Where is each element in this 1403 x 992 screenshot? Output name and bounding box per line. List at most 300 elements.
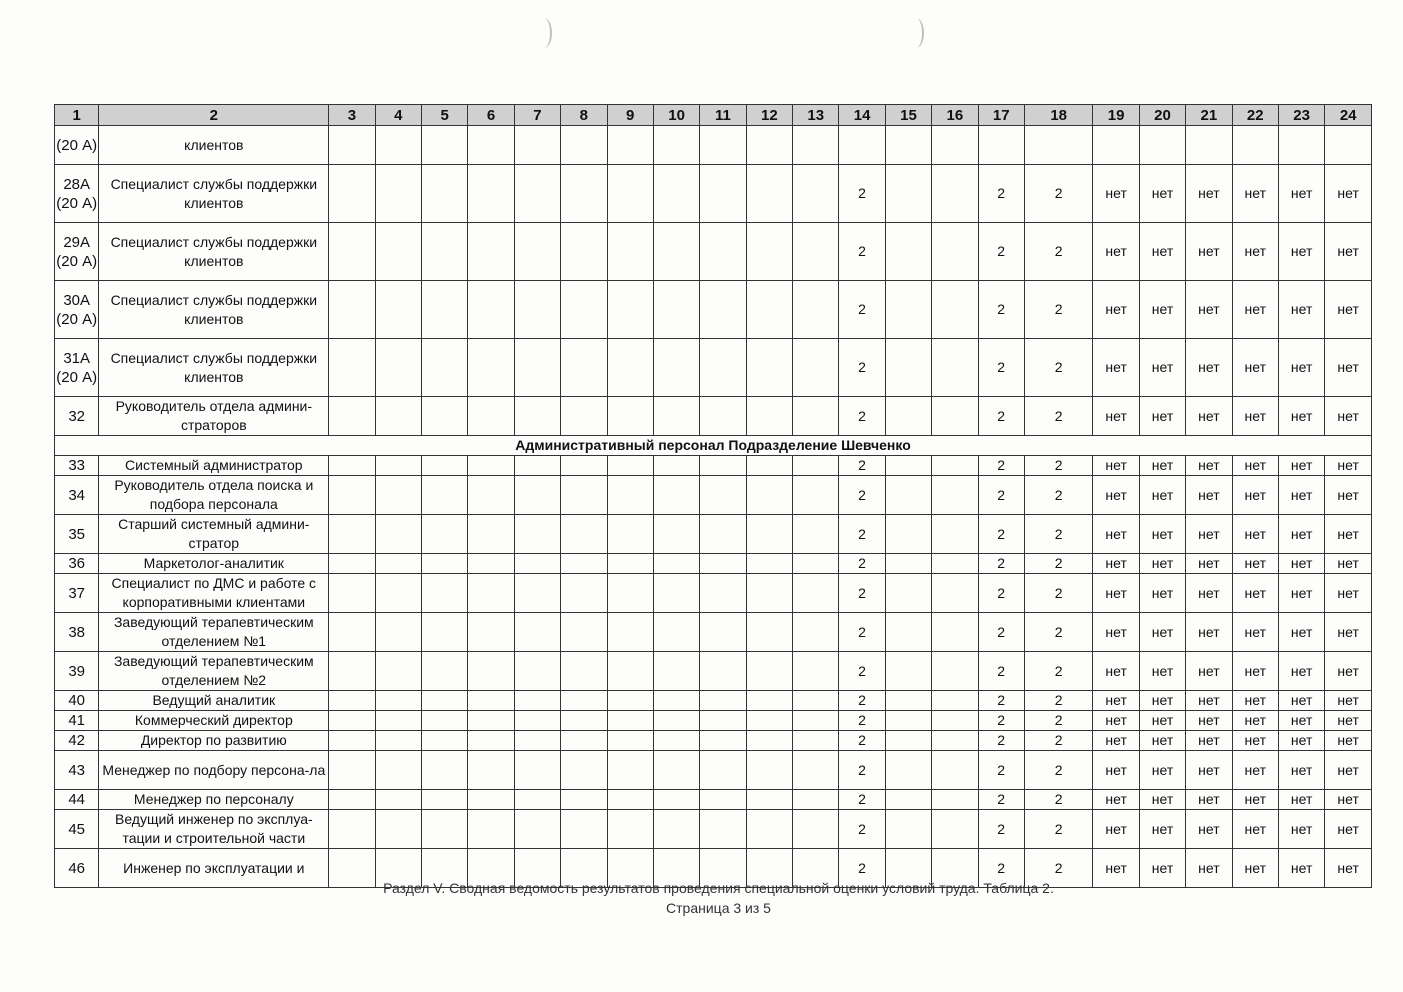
position-name: клиентов [99,126,329,165]
position-name: Менеджер по персоналу [99,790,329,810]
cell-col-10 [653,397,699,436]
cell-col-13 [793,691,839,711]
cell-col-24: нет [1325,456,1372,476]
cell-col-9 [607,281,653,339]
cell-col-9 [607,456,653,476]
cell-col-20: нет [1139,554,1185,574]
cell-col-12 [746,711,792,731]
cell-col-22: нет [1232,574,1278,613]
row-number: (20 А) [55,126,99,165]
cell-col-12 [746,165,792,223]
cell-col-10 [653,554,699,574]
cell-col-12 [746,751,792,790]
cell-col-13 [793,339,839,397]
cell-col-20: нет [1139,849,1185,888]
cell-col-8 [561,574,607,613]
table-row [55,456,1372,476]
cell-col-6 [468,711,514,731]
cell-col-4 [375,476,421,515]
cell-col-9 [607,790,653,810]
column-header-21: 21 [1186,105,1232,126]
table-row [55,810,1372,849]
cell-col-3 [329,751,375,790]
cell-col-4 [375,281,421,339]
cell-col-14: 2 [839,711,885,731]
cell-col-9 [607,711,653,731]
cell-col-14: 2 [839,790,885,810]
cell-col-4 [375,339,421,397]
cell-col-19: нет [1093,731,1139,751]
cell-col-5 [422,613,468,652]
cell-col-17: 2 [978,515,1024,554]
cell-col-16 [932,456,978,476]
cell-col-15 [885,339,931,397]
position-name: Специалист службы поддержки клиентов [99,223,329,281]
table-row [55,126,1372,165]
cell-col-18: 2 [1024,574,1093,613]
position-name: Специалист службы поддержки клиентов [99,339,329,397]
cell-col-19: нет [1093,476,1139,515]
cell-col-13 [793,790,839,810]
cell-col-19: нет [1093,613,1139,652]
position-name: Инженер по эксплуатации и [99,849,329,888]
cell-col-6 [468,554,514,574]
cell-col-11 [700,554,746,574]
cell-col-7 [514,476,560,515]
cell-col-13 [793,165,839,223]
cell-col-12 [746,810,792,849]
cell-col-7 [514,790,560,810]
cell-col-22: нет [1232,515,1278,554]
cell-col-8 [561,456,607,476]
cell-col-22: нет [1232,731,1278,751]
cell-col-19: нет [1093,456,1139,476]
cell-col-11 [700,165,746,223]
cell-col-3 [329,613,375,652]
cell-col-9 [607,554,653,574]
cell-col-24: нет [1325,397,1372,436]
cell-col-13 [793,613,839,652]
cell-col-5 [422,711,468,731]
cell-col-14: 2 [839,810,885,849]
cell-col-16 [932,165,978,223]
column-header-23: 23 [1278,105,1324,126]
cell-col-6 [468,126,514,165]
cell-col-18: 2 [1024,691,1093,711]
cell-col-7 [514,397,560,436]
cell-col-13 [793,515,839,554]
cell-col-11 [700,476,746,515]
cell-col-9 [607,691,653,711]
cell-col-24: нет [1325,515,1372,554]
cell-col-20: нет [1139,613,1185,652]
cell-col-19: нет [1093,849,1139,888]
cell-col-20: нет [1139,165,1185,223]
cell-col-16 [932,281,978,339]
cell-col-11 [700,652,746,691]
cell-col-9 [607,810,653,849]
cell-col-22: нет [1232,223,1278,281]
cell-col-17: 2 [978,223,1024,281]
cell-col-13 [793,554,839,574]
cell-col-24: нет [1325,574,1372,613]
column-header-8: 8 [561,105,607,126]
cell-col-15 [885,652,931,691]
cell-col-21: нет [1186,790,1232,810]
cell-col-23: нет [1278,476,1324,515]
cell-col-7 [514,223,560,281]
cell-col-23: нет [1278,849,1324,888]
cell-col-13 [793,476,839,515]
cell-col-19: нет [1093,554,1139,574]
column-header-20: 20 [1139,105,1185,126]
cell-col-21: нет [1186,810,1232,849]
cell-col-21: нет [1186,515,1232,554]
cell-col-10 [653,751,699,790]
cell-col-23: нет [1278,554,1324,574]
cell-col-10 [653,339,699,397]
cell-col-22: нет [1232,554,1278,574]
cell-col-20 [1139,126,1185,165]
row-number: 31А (20 А) [55,339,99,397]
cell-col-5 [422,731,468,751]
cell-col-7 [514,281,560,339]
cell-col-13 [793,126,839,165]
row-number: 37 [55,574,99,613]
cell-col-22: нет [1232,613,1278,652]
cell-col-6 [468,731,514,751]
cell-col-12 [746,515,792,554]
table-row [55,554,1372,574]
row-number: 43 [55,751,99,790]
cell-col-22: нет [1232,165,1278,223]
cell-col-14: 2 [839,731,885,751]
cell-col-21: нет [1186,731,1232,751]
cell-col-5 [422,397,468,436]
cell-col-18: 2 [1024,652,1093,691]
cell-col-14: 2 [839,574,885,613]
cell-col-13 [793,751,839,790]
cell-col-22: нет [1232,790,1278,810]
cell-col-8 [561,339,607,397]
position-name: Маркетолог-аналитик [99,554,329,574]
cell-col-15 [885,165,931,223]
cell-col-24 [1325,126,1372,165]
cell-col-20: нет [1139,339,1185,397]
cell-col-4 [375,223,421,281]
row-number: 42 [55,731,99,751]
cell-col-4 [375,515,421,554]
cell-col-20: нет [1139,652,1185,691]
cell-col-15 [885,810,931,849]
cell-col-24: нет [1325,165,1372,223]
cell-col-15 [885,281,931,339]
cell-col-11 [700,281,746,339]
cell-col-16 [932,691,978,711]
row-number: 32 [55,397,99,436]
cell-col-20: нет [1139,476,1185,515]
cell-col-17 [978,126,1024,165]
cell-col-24: нет [1325,476,1372,515]
cell-col-4 [375,165,421,223]
cell-col-14: 2 [839,652,885,691]
cell-col-18: 2 [1024,810,1093,849]
cell-col-16 [932,731,978,751]
cell-col-8 [561,790,607,810]
cell-col-9 [607,751,653,790]
cell-col-14: 2 [839,849,885,888]
position-name: Старший системный админи-стратор [99,515,329,554]
row-number: 28А (20 А) [55,165,99,223]
cell-col-23: нет [1278,613,1324,652]
cell-col-11 [700,790,746,810]
cell-col-21: нет [1186,476,1232,515]
cell-col-19: нет [1093,281,1139,339]
cell-col-5 [422,126,468,165]
table-row [55,751,1372,790]
position-name: Системный администратор [99,456,329,476]
cell-col-19: нет [1093,810,1139,849]
cell-col-21: нет [1186,554,1232,574]
cell-col-6 [468,515,514,554]
column-header-7: 7 [514,105,560,126]
cell-col-4 [375,810,421,849]
cell-col-17: 2 [978,849,1024,888]
cell-col-10 [653,515,699,554]
cell-col-6 [468,281,514,339]
cell-col-20: нет [1139,574,1185,613]
cell-col-21: нет [1186,691,1232,711]
cell-col-4 [375,751,421,790]
cell-col-23: нет [1278,339,1324,397]
cell-col-23: нет [1278,515,1324,554]
cell-col-13 [793,281,839,339]
cell-col-10 [653,165,699,223]
column-header-11: 11 [700,105,746,126]
cell-col-4 [375,790,421,810]
table-row [55,731,1372,751]
column-header-10: 10 [653,105,699,126]
cell-col-7 [514,554,560,574]
cell-col-5 [422,751,468,790]
cell-col-21: нет [1186,613,1232,652]
cell-col-23: нет [1278,790,1324,810]
cell-col-3 [329,554,375,574]
cell-col-7 [514,711,560,731]
cell-col-18: 2 [1024,751,1093,790]
column-header-24: 24 [1325,105,1372,126]
cell-col-14: 2 [839,515,885,554]
cell-col-12 [746,476,792,515]
cell-col-20: нет [1139,456,1185,476]
cell-col-12 [746,652,792,691]
cell-col-7 [514,691,560,711]
cell-col-5 [422,810,468,849]
cell-col-5 [422,574,468,613]
cell-col-4 [375,554,421,574]
cell-col-14: 2 [839,397,885,436]
cell-col-15 [885,711,931,731]
table-row [55,165,1372,223]
table-row [55,476,1372,515]
cell-col-15 [885,731,931,751]
cell-col-3 [329,810,375,849]
cell-col-21: нет [1186,849,1232,888]
cell-col-6 [468,397,514,436]
cell-col-11 [700,574,746,613]
cell-col-21: нет [1186,751,1232,790]
cell-col-18: 2 [1024,731,1093,751]
cell-col-20: нет [1139,790,1185,810]
footer-caption: Раздел V. Сводная ведомость результатов проведения специальной оценки условий труда. Таблица 2. [383,880,1054,896]
cell-col-13 [793,810,839,849]
cell-col-10 [653,652,699,691]
cell-col-14: 2 [839,281,885,339]
cell-col-22: нет [1232,751,1278,790]
cell-col-17: 2 [978,456,1024,476]
cell-col-11 [700,731,746,751]
cell-col-19: нет [1093,751,1139,790]
position-name: Заведующий терапевтическим отделением №1 [99,613,329,652]
cell-col-9 [607,339,653,397]
cell-col-9 [607,652,653,691]
cell-col-3 [329,126,375,165]
cell-col-7 [514,652,560,691]
cell-col-9 [607,126,653,165]
cell-col-22: нет [1232,339,1278,397]
cell-col-17: 2 [978,731,1024,751]
cell-col-17: 2 [978,751,1024,790]
cell-col-18: 2 [1024,849,1093,888]
cell-col-23: нет [1278,397,1324,436]
cell-col-8 [561,397,607,436]
cell-col-17: 2 [978,652,1024,691]
cell-col-12 [746,397,792,436]
cell-col-5 [422,476,468,515]
cell-col-5 [422,515,468,554]
cell-col-8 [561,751,607,790]
cell-col-13 [793,223,839,281]
cell-col-14: 2 [839,554,885,574]
position-name: Руководитель отдела админи-страторов [99,397,329,436]
row-number: 41 [55,711,99,731]
cell-col-9 [607,223,653,281]
cell-col-13 [793,652,839,691]
cell-col-19 [1093,126,1139,165]
cell-col-23: нет [1278,574,1324,613]
cell-col-21: нет [1186,456,1232,476]
cell-col-20: нет [1139,515,1185,554]
position-name: Директор по развитию [99,731,329,751]
cell-col-10 [653,691,699,711]
cell-col-21: нет [1186,339,1232,397]
cell-col-22: нет [1232,456,1278,476]
cell-col-6 [468,691,514,711]
cell-col-10 [653,126,699,165]
column-header-13: 13 [793,105,839,126]
column-header-3: 3 [329,105,375,126]
cell-col-10 [653,731,699,751]
column-header-17: 17 [978,105,1024,126]
cell-col-23: нет [1278,751,1324,790]
cell-col-21: нет [1186,711,1232,731]
cell-col-6 [468,456,514,476]
cell-col-6 [468,652,514,691]
column-header-6: 6 [468,105,514,126]
table-row [55,397,1372,436]
column-header-12: 12 [746,105,792,126]
cell-col-16 [932,613,978,652]
cell-col-16 [932,397,978,436]
cell-col-18: 2 [1024,790,1093,810]
cell-col-21: нет [1186,397,1232,436]
cell-col-16 [932,810,978,849]
cell-col-12 [746,554,792,574]
cell-col-24: нет [1325,691,1372,711]
cell-col-16 [932,790,978,810]
cell-col-24: нет [1325,711,1372,731]
column-header-4: 4 [375,105,421,126]
cell-col-18: 2 [1024,711,1093,731]
cell-col-4 [375,652,421,691]
cell-col-21: нет [1186,165,1232,223]
cell-col-3 [329,515,375,554]
page-number: Страница 3 из 5 [666,900,771,916]
cell-col-5 [422,691,468,711]
cell-col-18: 2 [1024,397,1093,436]
cell-col-7 [514,456,560,476]
cell-col-9 [607,613,653,652]
cell-col-4 [375,456,421,476]
cell-col-3 [329,574,375,613]
cell-col-4 [375,731,421,751]
cell-col-16 [932,223,978,281]
cell-col-16 [932,652,978,691]
cell-col-3 [329,790,375,810]
cell-col-15 [885,574,931,613]
cell-col-8 [561,810,607,849]
cell-col-13 [793,731,839,751]
cell-col-16 [932,476,978,515]
cell-col-18: 2 [1024,165,1093,223]
cell-col-24: нет [1325,810,1372,849]
cell-col-18: 2 [1024,476,1093,515]
cell-col-18: 2 [1024,456,1093,476]
column-header-5: 5 [422,105,468,126]
position-name: Ведущий инженер по эксплуа-тации и строительной части [99,810,329,849]
cell-col-7 [514,126,560,165]
cell-col-7 [514,339,560,397]
cell-col-15 [885,397,931,436]
cell-col-15 [885,515,931,554]
cell-col-8 [561,281,607,339]
cell-col-9 [607,165,653,223]
cell-col-7 [514,574,560,613]
cell-col-21: нет [1186,574,1232,613]
cell-col-12 [746,223,792,281]
cell-col-17: 2 [978,339,1024,397]
cell-col-10 [653,476,699,515]
cell-col-23 [1278,126,1324,165]
cell-col-22: нет [1232,810,1278,849]
cell-col-24: нет [1325,790,1372,810]
cell-col-19: нет [1093,711,1139,731]
cell-col-7 [514,515,560,554]
cell-col-5 [422,339,468,397]
position-name: Ведущий аналитик [99,691,329,711]
cell-col-11 [700,613,746,652]
cell-col-11 [700,339,746,397]
